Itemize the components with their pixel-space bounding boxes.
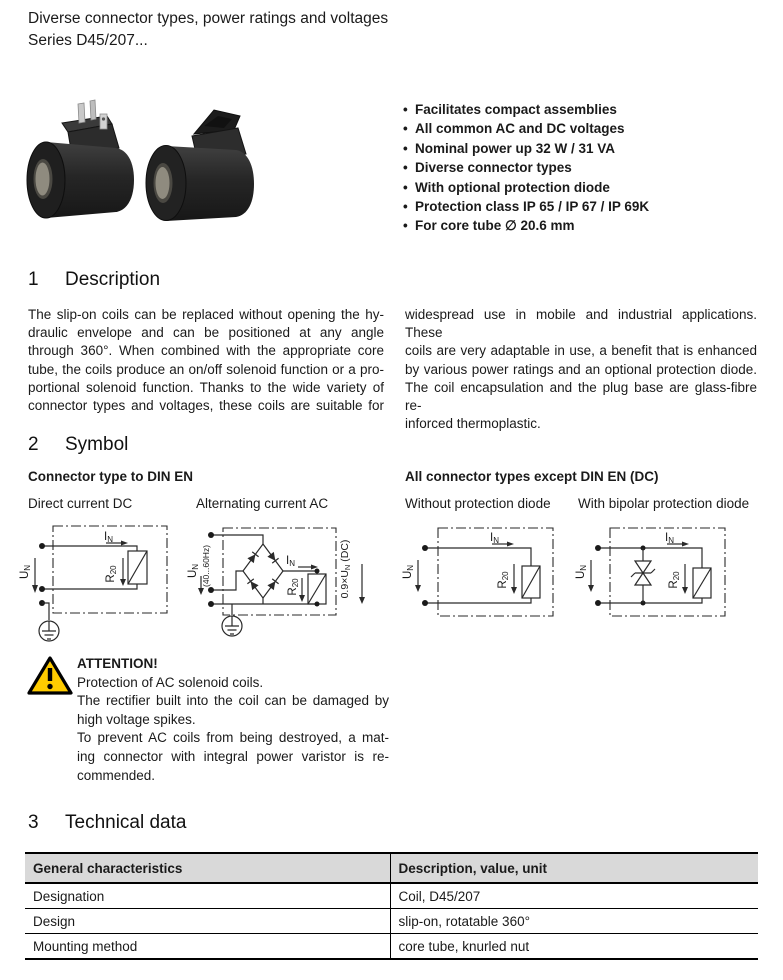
bipolar-suppressor-diode-symbol <box>631 548 655 603</box>
svg-text:0.9×UN (DC): 0.9×UN (DC) <box>339 539 352 599</box>
warning-triangle-icon <box>27 655 73 697</box>
section-title: Technical data <box>65 812 187 833</box>
table-header-cell: General characteristics <box>25 853 390 883</box>
table-cell: Mounting method <box>25 934 390 960</box>
table-row <box>25 883 758 909</box>
symbol-group-right: All connector types except DIN EN (DC) <box>405 469 659 484</box>
svg-text:R20: R20 <box>105 565 118 583</box>
svg-text:UN: UN <box>19 564 32 580</box>
section-number: 2 <box>28 434 39 455</box>
bridge-rectifier-symbol <box>243 544 283 598</box>
circuit-diagram-no-diode <box>400 514 575 659</box>
text-line: portional solenoid function. Thanks to the wide variety of <box>28 379 384 395</box>
diagram-caption-bipolar-diode: With bipolar protection diode <box>578 496 750 511</box>
svg-text:UN: UN <box>187 563 200 579</box>
table-cell: slip-on, rotatable 360° <box>390 909 758 934</box>
feature-item: • Nominal power up 32 W / 31 VA <box>403 139 763 158</box>
page-title <box>28 8 548 51</box>
svg-text:R20: R20 <box>497 571 510 589</box>
svg-text:(40...60Hz): (40...60Hz) <box>201 544 211 588</box>
section-number: 1 <box>28 269 39 290</box>
description-column-right <box>405 306 757 433</box>
section-heading-description <box>28 267 160 293</box>
table-cell: Coil, D45/207 <box>390 883 758 909</box>
attention-title: ATTENTION! <box>77 656 158 671</box>
text-line: To prevent AC coils from being destroyed, a mat- <box>77 730 389 746</box>
symbol-group-left: Connector type to DIN EN <box>28 469 194 484</box>
earth-ground-icon <box>39 621 59 641</box>
text-line: The slip-on coils can be replaced without opening the hy- <box>28 307 384 322</box>
title-line-2: Series D45/207... <box>28 31 148 49</box>
svg-text:R20: R20 <box>287 578 300 596</box>
text-line: commended. <box>77 767 156 783</box>
feature-item: • Protection class IP 65 / IP 67 / IP 69K <box>403 197 763 216</box>
text-line: by various power ratings and an optional protection diode. <box>405 361 757 377</box>
text-line: connector types and voltages, these coils are suitable for <box>28 398 384 414</box>
text-line: widespread use in mobile and industrial applications. These <box>405 307 757 341</box>
section-heading-symbol <box>28 432 128 458</box>
svg-text:UN: UN <box>402 564 415 580</box>
text-line: high voltage spikes. <box>77 711 196 727</box>
text-line: Protection of AC solenoid coils. <box>77 674 264 690</box>
feature-item: • Diverse connector types <box>403 158 763 177</box>
circuit-diagram-ac <box>186 514 386 659</box>
feature-item: • With optional protection diode <box>403 178 763 197</box>
feature-item: • Facilitates compact assemblies <box>403 100 763 119</box>
table-cell: Designation <box>25 883 390 909</box>
svg-text:IN: IN <box>286 555 295 568</box>
coil-plug-connector <box>146 110 254 221</box>
svg-text:IN: IN <box>665 532 674 545</box>
technical-data-table <box>25 852 758 960</box>
table-header-row <box>25 853 758 883</box>
diagram-caption-dc: Direct current DC <box>28 496 133 511</box>
section-title: Symbol <box>65 434 129 455</box>
text-line: through 360°. When combined with the appropriate core <box>28 343 384 359</box>
attention-text <box>77 655 389 785</box>
circuit-diagram-bipolar-diode <box>573 514 778 659</box>
table-row <box>25 934 758 960</box>
text-line: The coil encapsulation and the plug base are glass-fibre re- <box>405 379 757 414</box>
text-line: tube, the coils produce an on/off solenoid function or a pro- <box>28 361 384 377</box>
table-cell: core tube, knurled nut <box>390 934 758 960</box>
feature-list <box>403 100 763 236</box>
text-line: draulic envelope and can be positioned at any angle <box>28 325 384 341</box>
feature-item: • All common AC and DC voltages <box>403 119 763 138</box>
title-line-1: Diverse connector types, power ratings and voltages <box>28 10 389 27</box>
table-row <box>25 909 758 934</box>
section-heading-technical-data <box>28 810 186 836</box>
spade-terminal-icon <box>78 103 85 123</box>
feature-item: • For core tube ∅ 20.6 mm <box>403 216 763 235</box>
text-line: coils are very adaptable in use, a benefit that is enhanced <box>405 343 757 359</box>
svg-text:UN: UN <box>575 564 588 580</box>
section-title: Description <box>65 269 161 290</box>
table-cell: Design <box>25 909 390 934</box>
coil-din-connector <box>27 100 134 218</box>
table-header-cell: Description, value, unit <box>390 853 758 883</box>
svg-text:IN: IN <box>490 532 499 545</box>
section-number: 3 <box>28 812 39 833</box>
description-column-left <box>28 306 384 415</box>
circuit-diagram-dc <box>18 514 198 659</box>
svg-text:R20: R20 <box>668 571 681 589</box>
text-line: The rectifier built into the coil can be damaged by <box>77 693 389 709</box>
diagram-caption-ac: Alternating current AC <box>196 496 329 511</box>
svg-text:IN: IN <box>104 531 113 544</box>
diagram-caption-no-diode: Without protection diode <box>405 496 551 511</box>
earth-ground-icon <box>222 616 242 636</box>
text-line: inforced thermoplastic. <box>405 416 541 432</box>
text-line: ing connector with integral power varistor is re- <box>77 748 389 764</box>
product-image-coils <box>16 88 276 253</box>
spade-terminal-icon <box>90 100 96 120</box>
